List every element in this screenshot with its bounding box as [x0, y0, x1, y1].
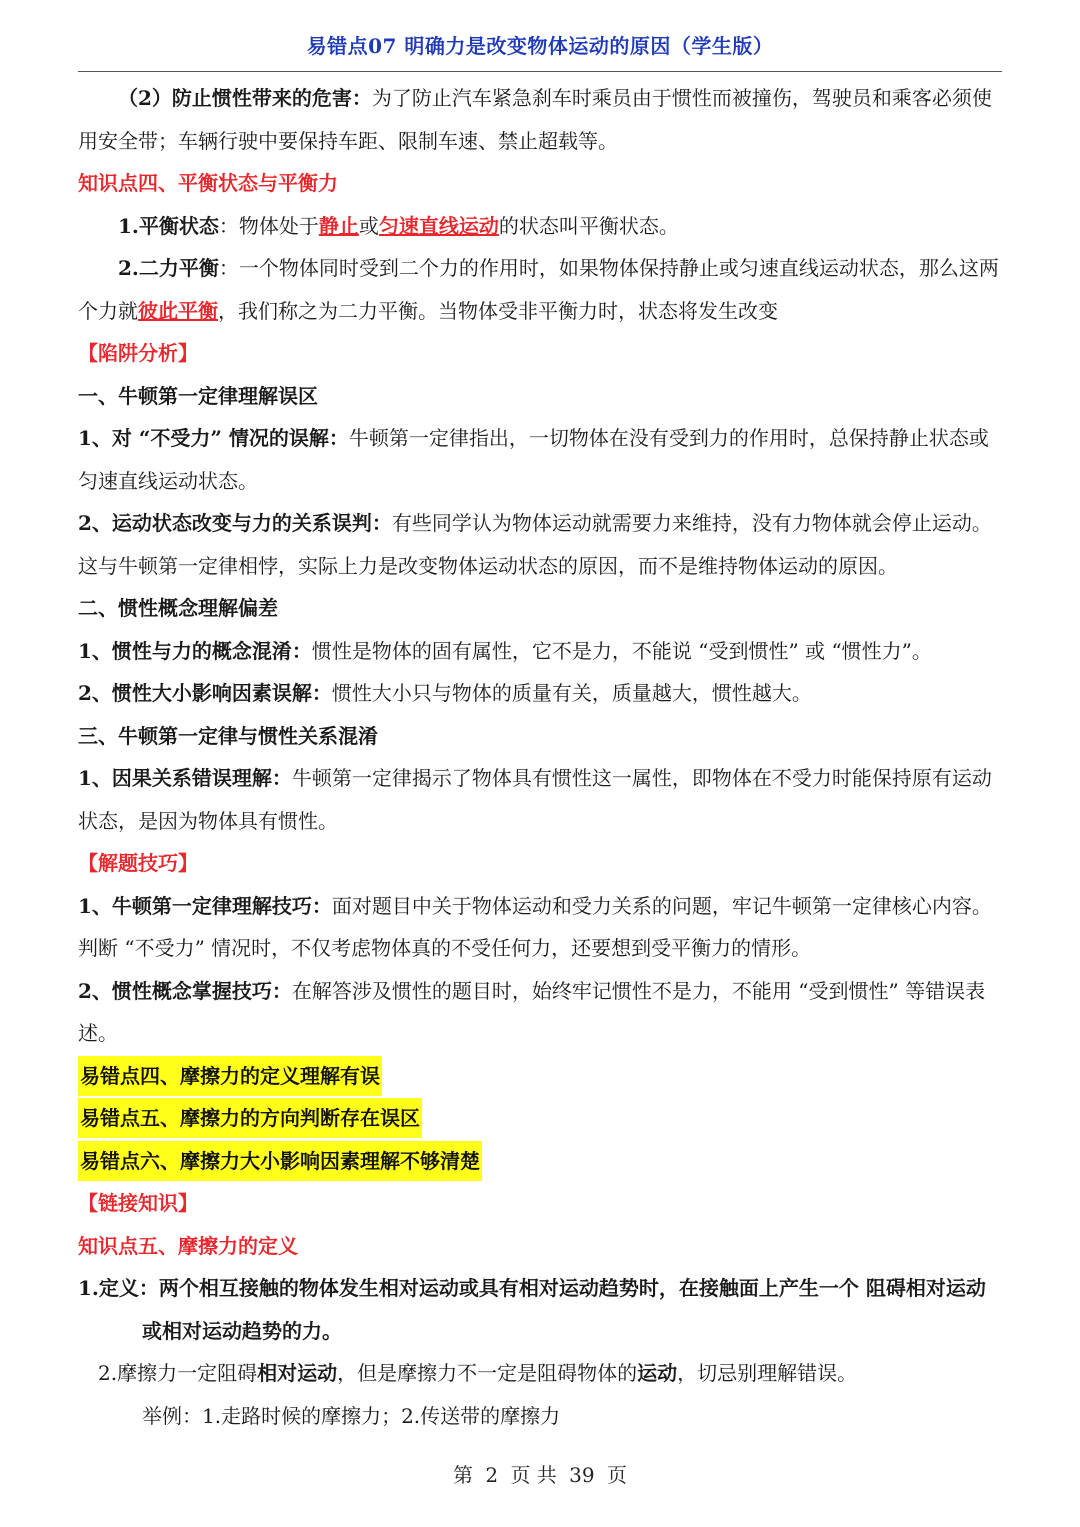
- page-header-title: 易错点07 明确力是改变物体运动的原因（学生版）: [306, 34, 774, 58]
- highlight-row: [78, 1055, 1002, 1098]
- paragraph-lead: （2）防止惯性带来的危害：: [118, 86, 372, 110]
- total-pages: 39: [569, 1463, 595, 1487]
- friction-example: 举例：1.走路时候的摩擦力；2.传送带的摩擦力: [142, 1403, 561, 1428]
- keyword-mutual-balance: 彼此平衡: [138, 298, 218, 323]
- friction-definition: 1.定义：两个相互接触的物体发生相对运动或具有相对运动趋势时，在接触面上产生一个 阻碍相对运动或相对运动趋势的力。: [78, 1276, 986, 1343]
- paragraph-inertia-hazard: [78, 77, 1002, 162]
- highlighted-error-point: 易错点四、摩擦力的定义理解有误: [78, 1056, 382, 1096]
- tip-item: 2、惯性概念掌握技巧：在解答涉及惯性的题目时，始终牢记惯性不是力，不能用 “受到惯性” 等错误表述。: [78, 978, 986, 1045]
- subsection-heading: 三、牛顿第一定律与惯性关系混淆: [78, 723, 378, 748]
- section-heading-kp5: 知识点五、摩擦力的定义: [78, 1233, 298, 1258]
- subsection-heading: 一、牛顿第一定律理解误区: [78, 383, 318, 408]
- friction-note: 2.摩擦力一定阻碍相对运动，但是摩擦力不一定是阻碍物体的运动，切忌别理解错误。: [98, 1361, 858, 1385]
- section-heading-kp4: 知识点四、平衡状态与平衡力: [78, 171, 338, 195]
- item-label: 2.二力平衡: [118, 256, 219, 280]
- highlighted-error-point: 易错点五、摩擦力的方向判断存在误区: [78, 1098, 422, 1138]
- item-label: 1.平衡状态: [118, 213, 219, 238]
- subsection-heading: 二、惯性概念理解偏差: [78, 596, 278, 620]
- kp4-item-balance-state: 1.平衡状态：物体处于静止或匀速直线运动的状态叫平衡状态。: [118, 213, 679, 238]
- section-heading-linked-knowledge: 【链接知识】: [78, 1191, 198, 1215]
- keyword-static: 静止: [318, 213, 359, 238]
- trap-item: 1、因果关系错误理解：牛顿第一定律揭示了物体具有惯性这一属性，即物体在不受力时能保持原有运动状态，是因为物体具有惯性。: [78, 766, 992, 833]
- keyword-uniform-motion: 匀速直线运动: [378, 213, 499, 238]
- section-heading-solving-tips: 【解题技巧】: [78, 851, 198, 875]
- highlight-row: [78, 1097, 1002, 1140]
- kp4-item-two-force-balance: 2.二力平衡：一个物体同时受到二个力的作用时，如果物体保持静止或匀速直线运动状态，那么这两个力就彼此平衡，我们称之为二力平衡。当物体受非平衡力时，状态将发生改变: [78, 256, 999, 323]
- highlight-row: [78, 1140, 1002, 1183]
- tip-item: 1、牛顿第一定律理解技巧：面对题目中关于物体运动和受力关系的问题，牢记牛顿第一定律核心内容。判断 “不受力” 情况时，不仅考虑物体真的不受任何力，还要想到受平衡力的情形。: [78, 893, 992, 960]
- current-page-number: 2: [485, 1463, 499, 1487]
- trap-item: 1、对 “不受力” 情况的误解：牛顿第一定律指出，一切物体在没有受到力的作用时，总保持静止状态或匀速直线运动状态。: [78, 426, 989, 493]
- section-heading-trap-analysis: 【陷阱分析】: [78, 341, 198, 365]
- highlighted-error-point: 易错点六、摩擦力大小影响因素理解不够清楚: [78, 1141, 482, 1181]
- header-divider: [78, 71, 1002, 72]
- page-content: [78, 77, 1002, 1437]
- paragraph-text: 为了防止汽车紧急刹车时乘员由于惯性而被撞伤，驾驶员和乘客必须使用安全带；车辆行驶中要保持车距、限制车速、禁止超载等。: [78, 86, 992, 153]
- trap-item: 1、惯性与力的概念混淆：惯性是物体的固有属性，它不是力，不能说 “受到惯性” 或 “惯性力”。: [78, 638, 932, 663]
- trap-item: 2、运动状态改变与力的关系误判：有些同学认为物体运动就需要力来维持，没有力物体就会停止运动。这与牛顿第一定律相悖，实际上力是改变物体运动状态的原因，而不是维持物体运动的原因。: [78, 511, 992, 578]
- trap-item: 2、惯性大小影响因素误解：惯性大小只与物体的质量有关，质量越大，惯性越大。: [78, 681, 812, 705]
- page-footer: 第 2 页 共 39 页: [453, 1463, 627, 1487]
